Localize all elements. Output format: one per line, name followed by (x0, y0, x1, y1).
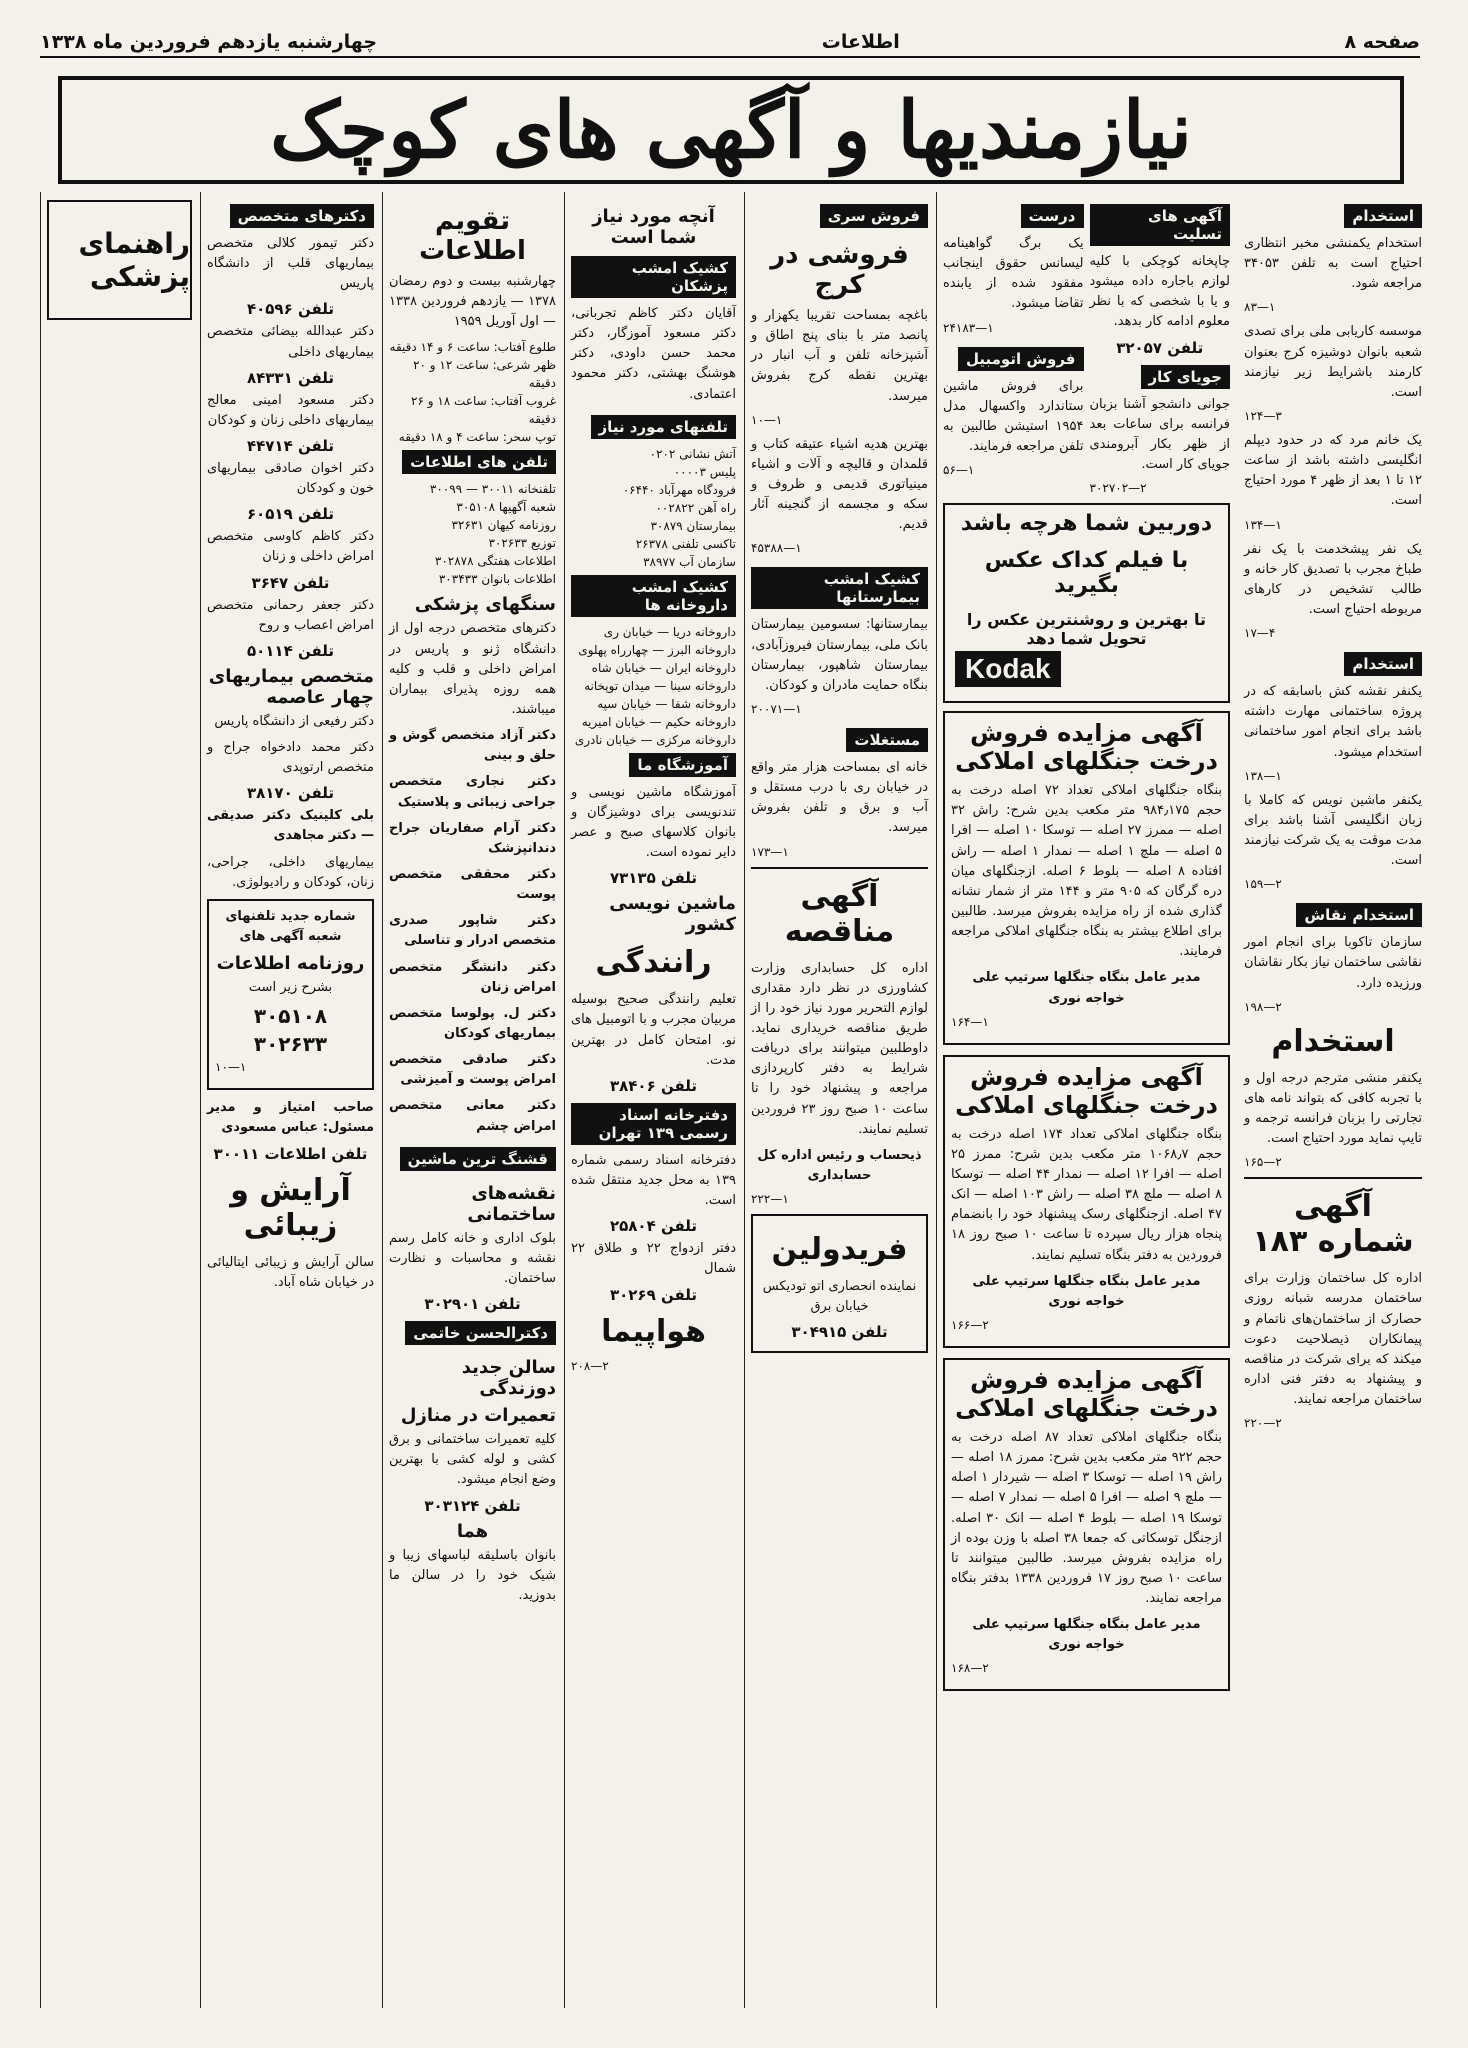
section-label: استخدام (1344, 652, 1422, 676)
column-4 (564, 192, 742, 2008)
ad-text: یک برگ گواهینامه لیسانس حقوق اینجانب مفقود شده از یابنده تقاضا میشود. (943, 236, 1084, 312)
pharmacies-list (571, 623, 736, 749)
doctor-entry: دکتر آزاد متخصص گوش و حلق و بینی (389, 728, 556, 764)
ad-phone: تلفن ۴۰۵۹۶ (246, 300, 335, 319)
calendar-title: تقویم اطلاعات (419, 206, 526, 266)
kodak-line: با فیلم کداک عکس بگیرید (984, 548, 1189, 599)
doctor-entry: دکتر معانی متخصص امراض چشم (389, 1098, 556, 1134)
column-2 (936, 192, 1236, 2008)
auction-notice (943, 711, 1230, 1045)
section-label: مستغلات (846, 728, 928, 752)
ad-text: بیمارستانها: سسومین بیمارستان بانک ملی، بیمارستان فیروزآبادی، بیمارستان شاهپور، بیمارستان بنگاه حمایت مادران و کودکان. (751, 617, 928, 693)
ad-text: تعلیم رانندگی صحیح بوسیله مربیان مجرب و با اتومبیل های نو. امتحان کامل در بهترین مدت. (571, 992, 736, 1068)
ad-text: یکنفر منشی مترجم درجه اول و با تجربه کافی که بتواند نامه های تجارتی را بزبان فرانسه ترجمه و تایپ نماید مورد احتیاج است. (1244, 1070, 1422, 1147)
page-header (40, 28, 1420, 58)
ad-phone: تلفن ۲۵۸۰۴ (609, 1217, 698, 1236)
column-1 (1238, 192, 1428, 2008)
kodak-line: دوربین شما هرچه باشد (960, 511, 1213, 537)
ad-text: اداره کل ساختمان وزارت برای ساختمان مدرسه شبانه روزی حصارک از ساختمان‌های ناتمام و پیمانکاران ذیصلاحیت دعوت میکند که برای شرکت در مناقصه و پیشنهاد به دفتر فنی اداره ساختمان مراجعه نمایند. (1244, 1271, 1422, 1408)
section-heading: آگهی مناقصه (784, 878, 895, 949)
ad-phone: تلفن ۵۰۱۱۴ (246, 641, 335, 660)
section-heading: متخصص بیماریهای چهار عاصمه (208, 665, 374, 708)
kodak-logo: Kodak (955, 651, 1061, 687)
doctor-entry: دکتر آرام صفاریان جراح دندانپزشک (389, 820, 556, 856)
ad-text: یک خانم مرد که در حدود دیپلم انگلیسی داشته باشد از ساعت ۱۲ تا ۱ بعد از ظهر ۴ مورد احتیاج است. (1244, 432, 1423, 509)
list-item: آتش نشانی ۰۲۰۲ (649, 446, 736, 461)
ad-phone: تلفن ۴۴۷۱۴ (246, 436, 335, 455)
ad-code: ۸۳—۱ (1244, 300, 1276, 315)
doctor-entry: دکتر صادقی متخصص امراض پوست و آمیزشی (389, 1052, 556, 1088)
list-item: داروخانه البرز — چهارراه پهلوی (578, 642, 736, 657)
section-label: دکترالحسن خاتمی (405, 1321, 556, 1345)
column-6 (200, 192, 380, 2008)
ad-phone: تلفن ۳۸۱۷۰ (246, 784, 335, 803)
list-item: توپ سحر: ساعت ۴ و ۱۸ دقیقه (398, 430, 556, 445)
auction-text: بنگاه جنگلهای املاکی تعداد ۸۷ اصله درخت به حجم ۹۲۲ متر مکعب بدین شرح: ممرز ۱۸ اصله — راش ۱۹ اصله — توسکا ۳ اصله — شیردار ۱ اصله — ملچ ۹ اصله — افرا ۵ اصله — نمدار ۷ اصله — توسکا ۱۹ اصله — بلوط ۴ اصله — انک ۳۰ اصله. ازجنگل توسکاتی که جمعا ۳۸ اصله با وزن بوده از راه مزایده بفروش میرسد. طالبین میتوانند تا ساعت ۱۰ صبح روز ۱۷ فروردین ۱۳۳۸ بدفتر بنگاه مراجعه نمایند. (951, 1429, 1223, 1607)
doctor-entry: دکتر تیمور کلالی متخصص بیماریهای قلب از دانشگاه پاریس (207, 236, 374, 292)
list-item: داروخانه شفا — خیابان سپه (597, 696, 736, 711)
ad-code: ۱۶۴—۱ (951, 1014, 989, 1029)
ad-code: ۱۰—۱ (215, 1060, 247, 1075)
kodak-line: تا بهترین و روشنترین عکس را تحویل شما دهد (966, 610, 1207, 649)
ad-text: موسسه کاریابی ملی برای تصدی شعبه بانوان دوشیزه کرج بعنوان کارمند باشرایط زیر نیازمند است. (1244, 324, 1422, 400)
phone-change-notice (207, 899, 374, 1090)
ad-text: کلیه تعمیرات ساختمانی و برق کشی و لوله کشی با بهترین وضع انجام میشود. (389, 1432, 556, 1488)
auction-signature: مدیر عامل بنگاه جنگلها سرتیپ علی خواجه نوری (972, 1273, 1201, 1309)
masthead (58, 76, 1404, 184)
ad-code: ۱۷—۴ (1244, 626, 1276, 641)
list-item: ظهر شرعی: ساعت ۱۲ و ۲۰ دقیقه (413, 358, 556, 391)
ad-code: ۲۲۰—۲ (1244, 1416, 1282, 1431)
fridolin-ad (751, 1214, 928, 1353)
ad-code: ۱۶۵—۲ (1244, 1155, 1282, 1170)
ad-phone: تلفن ۳۲۰۵۷ (1116, 338, 1204, 357)
auction-signature: مدیر عامل بنگاه جنگلها سرتیپ علی خواجه نوری (972, 1617, 1201, 1653)
list-item: داروخانه مرکزی — خیابان نادری (574, 732, 736, 747)
list-item: راه آهن ۰۰۲۸۲۲ (655, 500, 736, 515)
section-label: کشیک امشب پزشکان (571, 256, 736, 298)
ad-code: ۲۴۱۸۳—۱ (943, 320, 994, 335)
agent-text: نماینده انحصاری اتو تودیکس خیابان برق (762, 1279, 917, 1315)
ad-code: ۱۹۸—۲ (1244, 999, 1282, 1014)
doctor-entry: دکتر مسعود امینی معالج بیماریهای داخلی زنان و کودکان (207, 392, 374, 428)
ad-code: ۲۰۰۷۱—۱ (751, 701, 802, 716)
doctor-entry: دکتر عبدالله بیضائی متخصص بیماریهای داخلی (207, 324, 374, 360)
ad-phone: تلفن ۷۳۱۳۵ (609, 869, 698, 888)
ad-code: ۱۶۶—۲ (951, 1317, 989, 1332)
list-item: داروخانه دریا — خیابان ری (603, 624, 736, 639)
list-item: تاکسی تلفنی ۲۶۳۷۸ (635, 536, 736, 551)
ad-text: سازمان تاکوبا برای انجام امور نقاشی ساختمان نیاز بکار نقاشان ورزیده دارد. (1244, 935, 1422, 991)
list-item: اطلاعات هفتگی ۳۰۲۸۷۸ (434, 554, 556, 569)
ad-text: اداره کل حسابداری وزارت کشاورزی در نظر دارد مقداری لوازم التحریر مورد نیاز خود را از طریق مناقصه خریداری نماید. داوطلبین میتوانند برای دریافت شرایط به دفتر کارپردازی مراجعه و پیشنهاد خود را تا ساعت ۱۰ صبح روز ۲۳ فروردین تسلیم نمایند. (751, 960, 928, 1137)
kodak-ad (943, 503, 1230, 703)
section-label: جویای کار (1141, 365, 1230, 389)
list-item: اطلاعات بانوان ۳۰۳۴۳۳ (438, 572, 556, 587)
section-label: کشیک امشب بیمارستانها (751, 567, 928, 609)
section-heading: سالن جدید دوزندگی (461, 1357, 556, 1400)
ad-phone: تلفن ۳۰۲۹۰۱ (424, 1295, 521, 1314)
ad-text: جوانی دانشجو آشنا بزبان فرانسه برای ساعات بعد از ظهر بکار آبرومندی جویای کار است. (1089, 396, 1230, 472)
ad-phone: تلفن ۳۰۲۶۹ (609, 1285, 698, 1304)
phones-list (571, 445, 736, 571)
section-label: دکترهای متخصص (230, 204, 374, 228)
doctor-entry: دکتر محققی متخصص پوست (389, 866, 556, 903)
ad-text: بانوان باسلیقه لباسهای زیبا و شیک خود را در سالن ما بدوزید. (389, 1547, 556, 1603)
section-heading: هما (456, 1520, 489, 1542)
ad-phone: تلفن ۳۶۴۷ (251, 573, 330, 592)
list-item: داروخانه ایران — خیابان شاه (591, 660, 736, 675)
ad-text: استخدام یکمنشی مخبر انتظاری احتیاج است به تلفن ۳۴۰۵۳ مراجعه شود. (1244, 236, 1422, 292)
section-heading: هواپیما (601, 1313, 706, 1349)
divider (751, 867, 928, 869)
section-label: کشیک امشب داروخانه ها (571, 575, 736, 617)
list-item: داروخانه حکیم — خیابان امیریه (581, 714, 736, 729)
ad-code: ۵۶—۱ (943, 463, 975, 478)
section-label: فروش سری (820, 204, 928, 228)
section-heading: سنگهای پزشکی (414, 594, 556, 616)
publisher-line: صاحب امتیاز و مدیر مسئول: عباس مسعودی (207, 1100, 374, 1136)
ad-text: آقایان دکتر کاظم تجربانی، دکتر مسعود آموزگار، دکتر محمد حسن داودی، دکتر هوشنگ بهشتی، دکتر محمود اعتمادی. (571, 306, 736, 402)
list-item: پلیس ۰۰۰۰۳ (673, 464, 736, 479)
list-item: سازمان آب ۳۸۹۷۷ (643, 554, 736, 569)
auction-title: آگهی مزایده فروش درخت جنگلهای املاکی (955, 1365, 1218, 1422)
ad-text: خانه ای بمساحت هزار متر واقع در خیابان ری با درب مستقل و آب و برق و تلفن بفروش میرسد. (751, 759, 928, 836)
ad-text: برای فروش ماشین ستاندارد واکسهال مدل ۱۹۵۴ استیشن طالبین به تلفن مراجعه فرمایند. (943, 378, 1084, 454)
ad-text: آموزشگاه ماشین نویسی و تندنویسی برای دوشیزگان و بانوان کلاسهای صبح و عصر دایر نموده است. (571, 784, 736, 861)
ad-code: ۱۰—۱ (751, 412, 783, 427)
section-label: درست (1021, 204, 1084, 228)
list-item: تلفنخانه ۳۰۰۱۱ — ۳۰۰۹۹ (429, 482, 556, 497)
ad-title: ماشین نویسی کشور (609, 893, 736, 936)
list-item: داروخانه سینا — میدان توپخانه (584, 678, 736, 693)
ad-code: ۱۲۴—۳ (1244, 408, 1282, 423)
page-number: صفحه ۸ (1344, 31, 1420, 53)
ad-text: باغچه بمساحت تقریبا یکهزار و پانصد متر با بنای پنج اطاق و آشپزخانه تلفن و آب انبار در بهترین نقطه کرج بفروش میرسد. (751, 308, 928, 404)
doctor-entry: بلی کلینیک دکتر صدیقی — دکتر مجاهدی (207, 808, 374, 844)
list-item: بیمارستان ۳۰۸۷۹ (650, 518, 736, 533)
masthead-title: نیازمندیها و آگهی های کوچک (270, 84, 1192, 176)
ad-text: بیماریهای داخلی، جراحی، زنان، کودکان و رادیولوژی. (207, 854, 374, 890)
column-7 (40, 192, 198, 2008)
doctor-entry: دکتر اخوان صادقی بیماریهای خون و کودکان (207, 460, 374, 497)
section-heading: نقشه‌های ساختمانی (467, 1182, 556, 1225)
list-item: غروب آفتاب: ساعت ۱۸ و ۲۶ دقیقه (411, 394, 556, 427)
section-label: استخدام نقاش (1296, 903, 1422, 927)
notice-line: بشرح زیر است (248, 980, 333, 996)
section-heading: آگهی شماره ۱۸۳ (1252, 1189, 1414, 1260)
auction-text: بنگاه جنگلهای املاکی تعداد ۱۷۴ اصله درخت به حجم ۱۰۶۸٫۷ متر مکعب بدین شرح: ممرز ۲۵ اصله — افرا ۱۲ اصله — نمدار ۴۴ اصله — توسکا ۸ اصله — ملچ ۳۸ اصله — راش ۱۰۳ اصله — انک ۴۷ اصله. ازجنگلهای رسک پیشنهاد خود را بانضمام پنجاه هزار ریال سپرده تا ساعت ۱۰ صبح روز ۱۸ فروردین به دفتر بنگاه تسلیم نمایند. (951, 1126, 1223, 1263)
section-heading: استخدام (1271, 1023, 1395, 1059)
list-item: فرودگاه مهرآباد ۰۶۴۴۰ (622, 482, 736, 497)
section-label: فروش اتومبیل (958, 347, 1084, 371)
ad-signature: ذیحساب و رئیس اداره کل حسابداری (757, 1147, 922, 1183)
times-list (389, 338, 556, 446)
ad-code: ۴۵۳۸۸—۱ (751, 541, 802, 556)
ad-code: ۱۷۳—۱ (751, 844, 789, 859)
section-heading: رانندگی (595, 945, 712, 981)
ad-text: بلوک اداری و خانه کامل رسم نقشه و محاسبات و نظارت ساختمان. (389, 1230, 556, 1286)
ad-text: سالن آرایش و زیبائی ایتالیائی در خیابان شاه آباد. (207, 1254, 374, 1290)
section-label: قشنگ ترین ماشین (400, 1147, 556, 1171)
ad-code: ۱۶۸—۲ (951, 1661, 989, 1676)
issue-date: چهارشنبه یازدهم فروردین ماه ۱۳۳۸ (40, 31, 378, 53)
list-item: شعبه آگهیها ۳۰۵۱۰۸ (456, 500, 556, 515)
ad-text: دفتر ازدواج ۲۲ و طلاق ۲۲ شمال (571, 1241, 736, 1277)
doctor-entry: دکتر محمد دادخواه جراح و متخصص ارتوپدی (207, 739, 374, 776)
ad-code: ۱۵۹—۲ (1244, 877, 1282, 892)
agent-phone: تلفن ۳۰۴۹۱۵ (791, 1323, 888, 1342)
section-label: آگهی های تسلیت (1090, 204, 1231, 246)
medical-guide-banner (47, 200, 192, 320)
ad-text: یکنفر نقشه کش باسابقه که در پروژه ساختمانی مهارت داشته باشد برای انجام امور ساختمانی استخدام میشود. (1244, 684, 1422, 760)
notice-phone: ۳۰۵۱۰۸ (253, 1004, 328, 1029)
ad-code: ۲۰۸—۲ (571, 1358, 609, 1373)
auction-title: آگهی مزایده فروش درخت جنگلهای املاکی (955, 719, 1218, 776)
auction-notice (943, 1358, 1230, 1692)
ad-text: دفترخانه اسناد رسمی شماره ۱۳۹ به محل جدید منتقل شده است. (571, 1152, 736, 1209)
ad-text: بهترین هدیه اشیاء عتیقه کتاب و قلمدان و قالیچه و آلات و اشیاء مینیاتوری قدیمی و ظروف و سکه و مجسمه از گنجینه آثار قدیم. (751, 436, 928, 533)
ad-code: ۱۳۴—۱ (1244, 517, 1282, 532)
doctor-entry: دکتر ل. پولوسا متخصص بیماریهای کودکان (389, 1005, 556, 1041)
column-3 (744, 192, 934, 2008)
ad-phone: تلفن ۳۰۳۱۲۴ (424, 1496, 521, 1515)
list-item: روزنامه کیهان ۳۲۶۳۱ (451, 518, 556, 533)
ad-phone: تلفن ۶۰۵۱۹ (246, 505, 335, 524)
auction-notice (943, 1055, 1230, 1348)
fridolin-title: فریدولین (771, 1232, 908, 1268)
phones-list (389, 480, 556, 588)
ad-phone: تلفن اطلاعات ۳۰۰۱۱ (213, 1144, 368, 1163)
doctor-entry: دکتر رفیعی از دانشگاه پاریس (214, 713, 374, 729)
auction-signature: مدیر عامل بنگاه جنگلها سرتیپ علی خواجه نوری (972, 970, 1201, 1006)
notice-line: شماره جدید تلفنهای شعبه آگهی های (225, 908, 356, 944)
section-label: تلفنهای مورد نیاز (591, 415, 736, 439)
notice-line: روزنامه اطلاعات (216, 953, 365, 975)
doctor-entry: دکتر جعفر رحمانی متخصص امراض اعصاب و روح (207, 597, 374, 633)
medical-guide-title: راهنمای پزشکی (78, 227, 190, 293)
paper-name: اطلاعات (821, 31, 900, 53)
notice-phone: ۳۰۲۶۳۳ (253, 1032, 328, 1057)
calendar-date: چهارشنبه بیست و دوم رمضان ۱۳۷۸ — یازدهم فروردین ۱۳۳۸ — اول آوریل ۱۹۵۹ (389, 274, 556, 330)
section-heading: آرایش و زیبائی (230, 1172, 351, 1243)
doctor-entry: دکتر شاپور صدری متخصص ادرار و تناسلی (389, 913, 556, 949)
divider (1244, 1177, 1422, 1179)
doctor-entry: دکتر دانشگر متخصص امراض زنان (389, 959, 556, 995)
list-item: توزیع ۳۰۲۶۳۳ (488, 536, 556, 551)
ad-text: یکنفر ماشین نویس که کاملا با زبان انگلیسی آشنا باشد برای مدت موقت به یک شرکت نیازمند است. (1244, 792, 1422, 869)
doctor-entry: دکتر کاظم کاوسی متخصص امراض داخلی و زنان (207, 529, 374, 565)
ad-code: ۳۰۲۷۰۲—۲ (1089, 481, 1147, 496)
auction-title: آگهی مزایده فروش درخت جنگلهای املاکی (955, 1062, 1218, 1119)
ad-text: یک نفر پیشخدمت با یک نفر طباخ مجرب با تصدیق کار خانه و طالب تشخیص در کارهای مربوطه احتیاج است. (1244, 541, 1422, 617)
auction-text: بنگاه جنگلهای املاکی تعداد ۷۲ اصله درخت به حجم ۹۸۴٫۱۷۵ متر مکعب بدین شرح: راش ۳۲ اصله — ممرز ۲۷ اصله — توسکا ۱۰ اصله — افرا ۵ اصله — ملچ ۱ اصله — نمدار ۱ اصله — راش افتاده ۸ اصله — بلوط ۶ اصله. ازجنگلهای میان دره گرگان که ۹۰۵ متر و ۱۴۴ متر از شمار نشانه گذاری شده از راه مزایده بفروش میرسد. طالبین برای اطلاع بیشتر به بنگاه جنگلهای املاکی مراجعه فرمایند. (951, 783, 1223, 960)
ad-code: ۲۲۲—۱ (751, 1192, 789, 1207)
ad-phone: تلفن ۸۴۳۳۱ (246, 368, 335, 387)
ad-text: چاپخانه کوچکی با کلیه لوازم باجاره داده میشود و یا با شخصی که با نظر معلوم ادامه کار بدهد. (1089, 254, 1230, 330)
banner: آنچه مورد نیاز شما است (592, 206, 715, 248)
section-label: دفترخانه اسناد رسمی ۱۳۹ تهران (571, 1103, 736, 1145)
ad-phone: تلفن ۳۸۴۰۶ (609, 1076, 698, 1095)
section-heading: تعمیرات در منازل (400, 1405, 556, 1427)
column-5 (382, 192, 562, 2008)
list-item: طلوع آفتاب: ساعت ۶ و ۱۴ دقیقه (389, 340, 556, 355)
ad-code: ۱۳۸—۱ (1244, 768, 1282, 783)
section-label: تلفن های اطلاعات (402, 450, 556, 474)
ad-title: فروشی در کرج (770, 240, 909, 300)
section-label: آموزشگاه ما (629, 753, 736, 777)
ad-text: دکترهای متخصص درجه اول از دانشگاه ژنو و پاریس در امراض داخلی و قلب و کلیه همه روزه پذیرای بیماران میباشند. (389, 621, 556, 717)
doctor-entry: دکتر نجاری متخصص جراحی زیبائی و پلاستیک (389, 774, 556, 810)
section-label: استخدام (1344, 204, 1422, 228)
